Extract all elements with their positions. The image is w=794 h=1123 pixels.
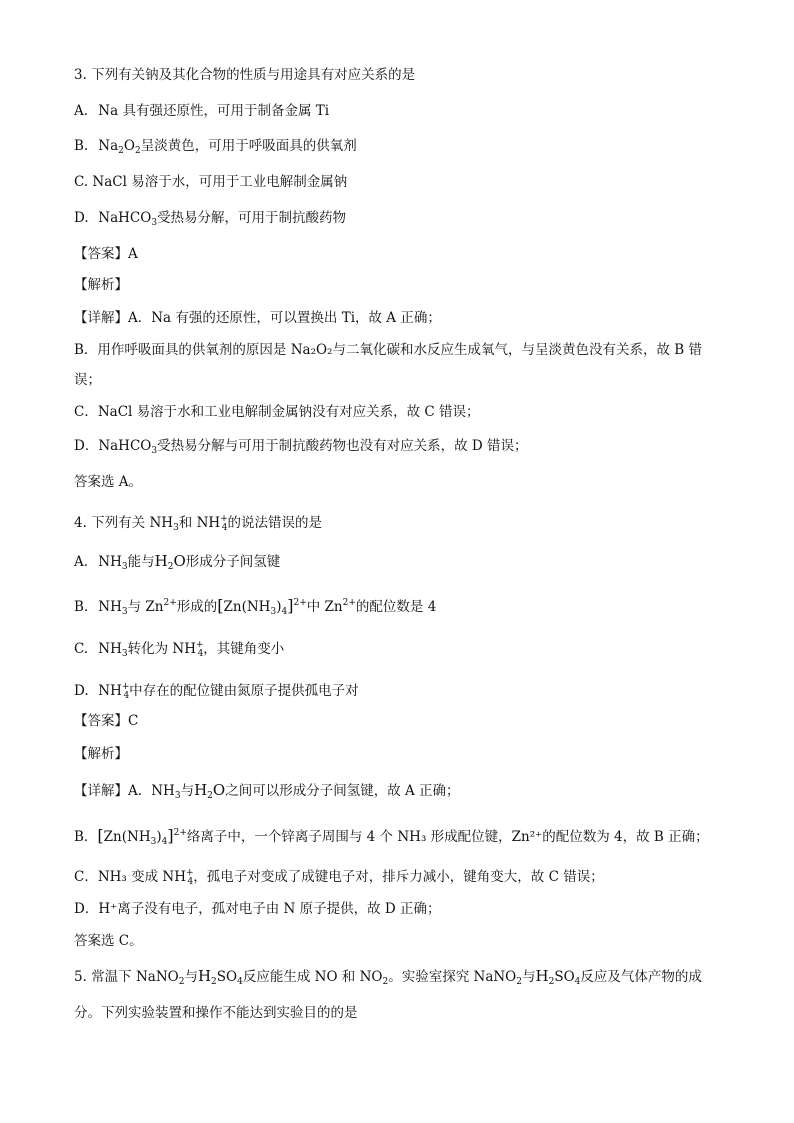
q4-answer: 【答案】C [74,713,139,729]
option-text: 呈淡黄色，可用于呼吸面具的供氧剂 [140,138,357,154]
q5-stem-line1: 5. 常温下 NaNO$_2$与$H_2SO_4$反应能生成 NO 和 $NO_2$。实验室探究 NaNO$_2$与$H_2SO_4$反应及气体产物的成 [74,967,702,987]
option-letter: B. [74,138,89,154]
q4-option-c: C. $NH_3$转化为 $NH^+_4$，其键角变小 [74,640,285,659]
q4-analysis-title: 【解析】 [74,746,128,762]
option-text: Na 具有强还原性，可用于制备金属 Ti [98,103,330,119]
q3-detail-a: 【详解】A．Na 有强的还原性，可以置换出 Ti，故 A 正确； [74,310,441,326]
q3-detail-b-cont: 误； [74,372,101,388]
q3-detail-c: C．NaCl 易溶于水和工业电解制金属钠没有对应关系，故 C 错误； [74,404,480,420]
q3-conclusion: 答案选 A。 [74,474,143,490]
q3-analysis-title: 【解析】 [74,277,128,293]
option-letter: B. [74,599,89,615]
q4-conclusion: 答案选 C。 [74,933,143,949]
q4-detail-b: B．$[Zn(NH_3)_4]^{2+}$络离子中，一个锌离子周围与 4 个 NH₃ 形成配位键，Zn²⁺的配位数为 4，故 B 正确； [74,826,709,847]
option-letter: C. [74,641,89,657]
q3-option-c: C. NaCl 易溶于水，可用于工业电解制金属钠 [74,174,348,190]
q3-option-b [74,137,357,160]
option-letter: D. [74,683,89,699]
q4-detail-d: D．H⁺离子没有电子，孤对电子由 N 原子提供，故 D 正确； [74,901,441,917]
option-letter: A. [74,554,89,570]
q5-stem-line2: 分。下列实验装置和操作不能达到实验目的的是 [74,1005,358,1021]
q4-stem: 4. 下列有关 $NH_3$和 $NH^+_4$的说法错误的是 [74,514,322,533]
formula: NaHCO$_3$ [98,210,158,228]
q4-option-d: D. $NH^+_4$中存在的配位键由氮原子提供孤电子对 [74,682,359,701]
option-letter: D. [74,210,89,226]
q3-detail-b: B．用作呼吸面具的供氧剂的原因是 Na₂O₂与二氧化碳和水反应生成氧气，与呈淡黄色没有关系，故 B 错 [74,342,702,358]
q4-detail-a: 【详解】A．$NH_3$与$H_2O$之间可以形成分子间氢键，故 A 正确； [74,781,460,801]
q3-stem: 3. 下列有关钠及其化合物的性质与用途具有对应关系的是 [74,67,416,83]
formula: $Na_2O_2$ [98,138,141,156]
q3-option-d [74,209,346,232]
q3-option-a [74,102,329,120]
option-text: 受热易分解，可用于制抗酸药物 [157,210,347,226]
q4-option-b: B. $NH_3$与 $Zn^{2+}$形成的$[Zn(NH_3)_4]^{2+}$中 $Zn^{2+}$的配位数是 4 [74,596,437,617]
q3-answer: 【答案】A [74,246,138,262]
option-letter: A. [74,103,89,119]
q3-detail-d: D．NaHCO$_3$受热易分解与可用于制抗酸药物也没有对应关系，故 D 错误； [74,438,528,456]
q4-detail-c: C．NH₃ 变成 $NH^+_4$，孤电子对变成了成键电子对，排斥力减小，键角变大，故 C 错误； [74,868,604,887]
q4-option-a: A. $NH_3$能与$H_2O$形成分子间氢键 [74,552,281,572]
